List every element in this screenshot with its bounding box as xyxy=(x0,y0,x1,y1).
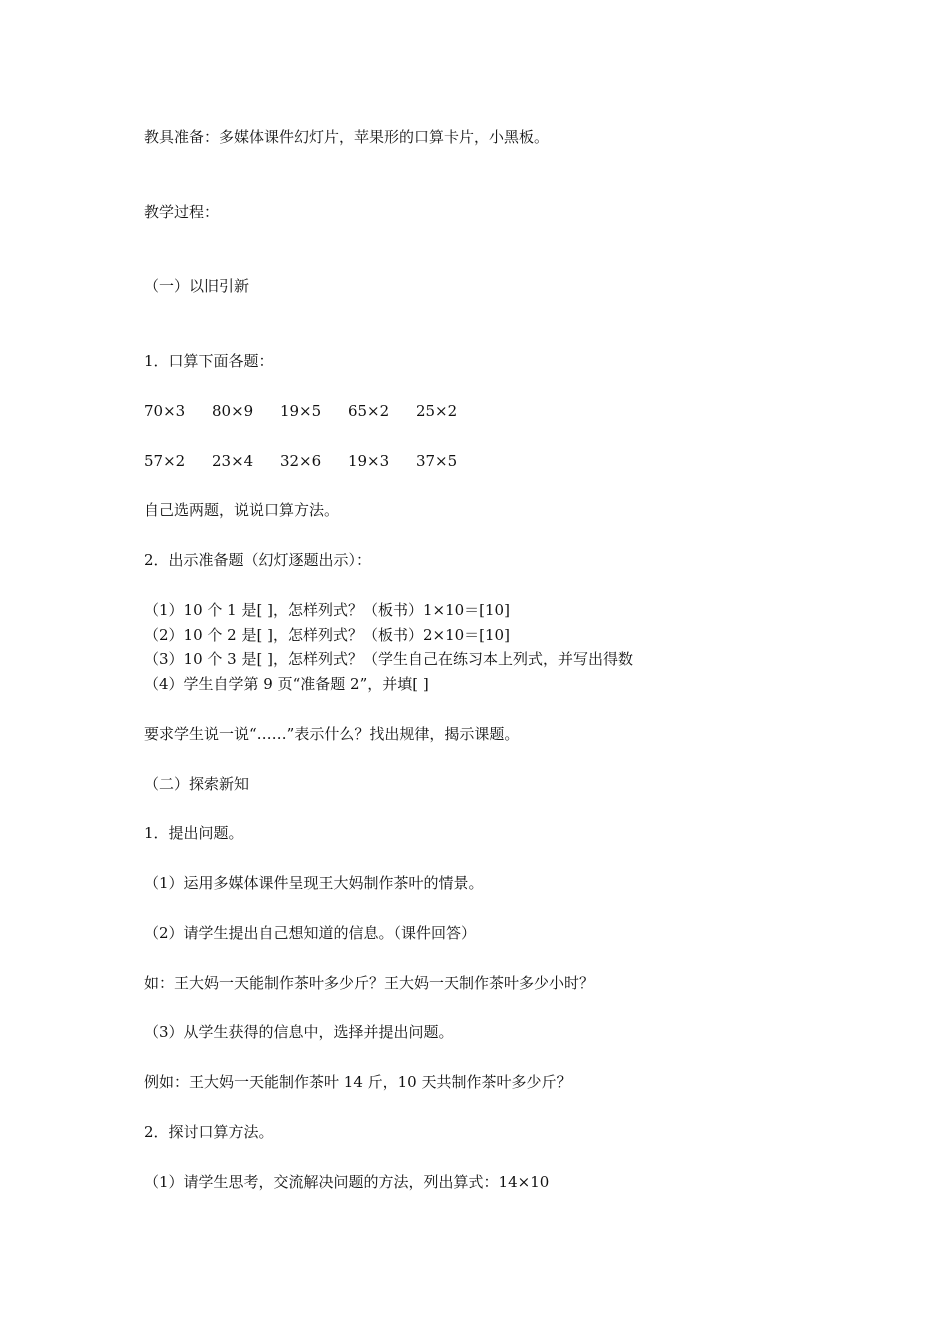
calc-item: 65×2 xyxy=(347,402,390,420)
prep-item-4: （4）学生自学第 9 页“准备题 2”，并填[ ] xyxy=(144,675,429,693)
new-2-line: 2．探讨口算方法。 xyxy=(144,1123,274,1141)
calc-item: 32×6 xyxy=(279,452,322,470)
question-1-line: 1．口算下面各题： xyxy=(144,352,274,370)
new-2a-line: （1）请学生思考，交流解决问题的方法，列出算式：14×10 xyxy=(144,1173,550,1191)
new-1a-line: （1）运用多媒体课件呈现王大妈制作茶叶的情景。 xyxy=(144,874,484,892)
section-1-heading: （一）以旧引新 xyxy=(144,277,250,295)
calc-item: 19×5 xyxy=(279,402,322,420)
example-2-line: 例如：王大妈一天能制作茶叶 14 斤，10 天共制作茶叶多少斤？ xyxy=(144,1073,572,1091)
section-2-heading: （二）探索新知 xyxy=(144,775,250,793)
calc-item: 37×5 xyxy=(415,452,458,470)
self-pick-line: 自己选两题，说说口算方法。 xyxy=(144,501,340,519)
prep-item-2: （2）10 个 2 是[ ]，怎样列式？（板书）2×10＝[10] xyxy=(144,626,510,644)
calc-item: 25×2 xyxy=(415,402,458,420)
teaching-tools-line: 教具准备：多媒体课件幻灯片，苹果形的口算卡片，小黑板。 xyxy=(144,128,550,146)
calc-item: 70×3 xyxy=(144,402,186,420)
calc-item: 19×3 xyxy=(347,452,390,470)
example-1-line: 如：王大妈一天能制作茶叶多少斤？王大妈一天制作茶叶多少小时？ xyxy=(144,974,595,992)
calc-item: 23×4 xyxy=(211,452,254,470)
new-1-line: 1．提出问题。 xyxy=(144,824,244,842)
calc-row-1 xyxy=(144,401,457,421)
prep-item-1: （1）10 个 1 是[ ]，怎样列式？（板书）1×10＝[10] xyxy=(144,601,510,619)
prep-item-3: （3）10 个 3 是[ ]，怎样列式？（学生自己在练习本上列式，并写出得数 xyxy=(144,650,633,668)
calc-item: 57×2 xyxy=(144,452,186,470)
calc-row-2 xyxy=(144,451,457,471)
calc-item: 80×9 xyxy=(211,402,254,420)
requirement-line: 要求学生说一说“……”表示什么？找出规律，揭示课题。 xyxy=(144,725,520,743)
new-1c-line: （3）从学生获得的信息中，选择并提出问题。 xyxy=(144,1023,454,1041)
question-2-line: 2．出示准备题（幻灯逐题出示）： xyxy=(144,551,372,569)
new-1b-line: （2）请学生提出自己想知道的信息。（课件回答） xyxy=(144,924,477,942)
teaching-process-heading: 教学过程： xyxy=(144,203,220,221)
